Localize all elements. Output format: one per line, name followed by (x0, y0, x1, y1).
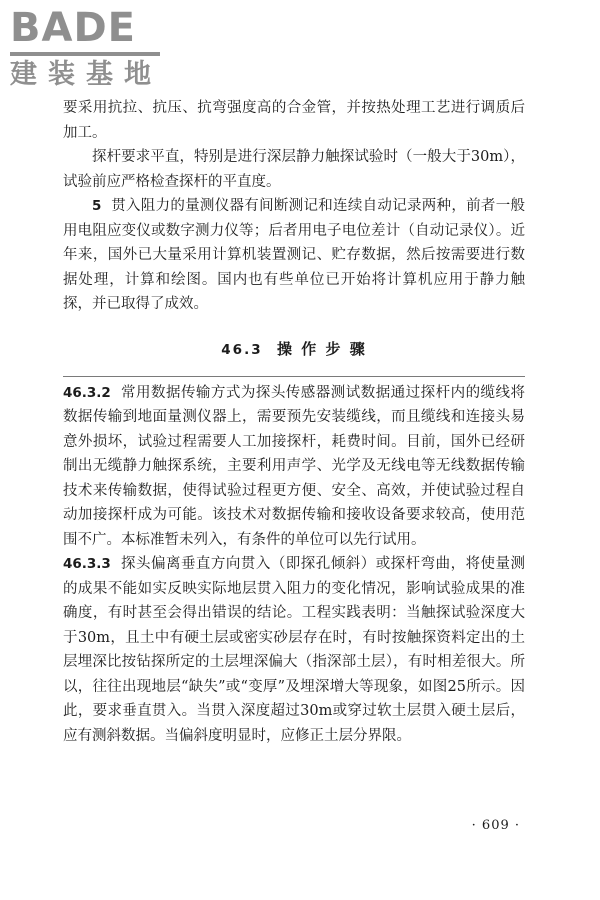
page-body (63, 96, 525, 748)
clause-46-3-3 (63, 552, 525, 748)
paragraph-item-5 (63, 194, 525, 317)
clause-text: 常用数据传输方式为探头传感器测试数据通过探杆内的缆线将数据传输到地面量测仪器上，需要预先安装缆线，而且缆线和连接头易意外损坏，试验过程需要人工加接探杆，耗费时间。目前，国外已经研制出无缆静力触探系统，主要利用声学、光学及无线电等无线数据传输技术来传输数据，使得试验过程更方便、安全、高效，并使试验过程自动加接探杆成为可能。该技术对数据传输和接收设备要求较高，使用范围不广。本标准暂未列入，有条件的单位可以先行试用。 (63, 384, 526, 548)
section-number: 46.3 (221, 341, 263, 358)
item-text: 贯入阻力的量测仪器有间断测记和连续自动记录两种，前者一般用电阻应变仪或数字测力仪等；后者用电子电位差计（自动记录仪）。近年来，国外已大量采用计算机装置测记、贮存数据，然后按需要进行数据处理，计算和绘图。国内也有些单位已开始将计算机应用于静力触探，并已取得了成效。 (63, 198, 525, 312)
logo-rule (10, 52, 160, 56)
section-divider (63, 376, 525, 377)
section-heading (63, 337, 525, 362)
clause-text: 探头偏离垂直方向贯入（即探孔倾斜）或探杆弯曲，将使量测的成果不能如实反映实际地层贯入阻力的变化情况，影响试验成果的准确度，有时甚至会得出错误的结论。工程实践表明：当触探试验深度大于30m，且土中有硬土层或密实砂层存在时，有时按触探资料定出的土层埋深比按钻探所定的土层埋深偏大（指深部土层），有时相差很大。所以，往往出现地层“缺失”或“变厚”及埋深增大等现象，如图25所示。因此，要求垂直贯入。当贯入深度超过30m或穿过软土层贯入硬土层后，应有测斜数据。当偏斜度明显时，应修正土层分界限。 (63, 556, 526, 744)
clause-46-3-2 (63, 381, 525, 553)
clause-number: 46.3.2 (63, 384, 111, 401)
section-title: 操 作 步 骤 (277, 339, 367, 358)
site-logo (10, 6, 175, 90)
item-number: 5 (92, 198, 102, 214)
logo-wordmark: BADE (10, 5, 136, 51)
logo-chinese-text: 建装基地 (10, 59, 162, 90)
paragraph-rod-straightness: 探杆要求平直，特别是进行深层静力触探试验时（一般大于30m），试验前应严格检查探杆的平直度。 (63, 149, 525, 190)
clause-number: 46.3.3 (63, 556, 111, 572)
paragraph-continued: 要采用抗拉、抗压、抗弯强度高的合金管，并按热处理工艺进行调质后加工。 (63, 100, 525, 141)
page-number: · 609 · (471, 818, 520, 833)
